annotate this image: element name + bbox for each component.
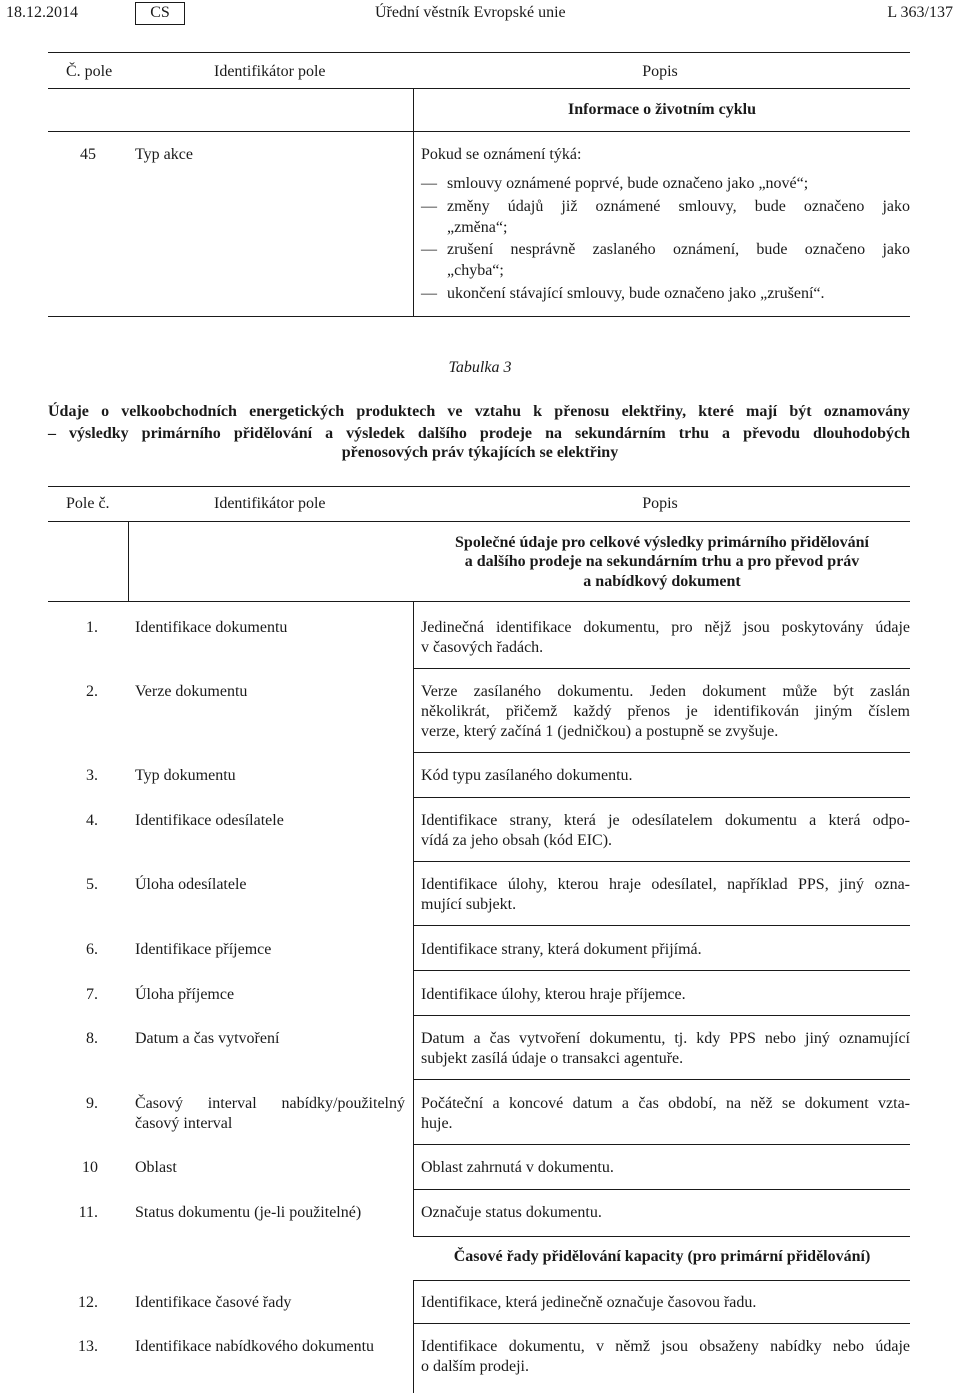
row-1-identifier: Identifikace dokumentu <box>135 619 288 636</box>
row-rule <box>413 797 910 798</box>
row-rule <box>413 1079 910 1080</box>
col-header-description: Popis <box>642 63 678 80</box>
section-rule <box>413 1280 910 1281</box>
section-rule <box>48 601 910 602</box>
row-9-number: 9. <box>86 1095 98 1112</box>
row-45-intro: Pokud se oznámení týká: <box>421 146 582 163</box>
row-13-number: 13. <box>78 1338 98 1355</box>
row-1-description-cont: v časových řadách. <box>421 639 544 656</box>
section-heading-common-data: Společné údaje pro celkové výsledky primárního přidělování <box>455 534 869 551</box>
table-caption: Tabulka 3 <box>448 359 512 376</box>
row-rule <box>413 1015 910 1016</box>
row-6-description: Identifikace strany, která dokument přijímá. <box>421 941 702 958</box>
column-divider <box>413 88 414 316</box>
row-12-number: 12. <box>78 1294 98 1311</box>
row-13-description-cont: o dalším prodeji. <box>421 1358 529 1375</box>
publication-date: 18.12.2014 <box>6 4 78 21</box>
row-9-identifier-cont: časový interval <box>135 1115 233 1132</box>
col-header-field-id: Identifikátor pole <box>214 63 326 80</box>
row-rule <box>413 925 910 926</box>
row-10-number: 10 <box>82 1159 98 1176</box>
page-number: L 363/137 <box>887 4 953 21</box>
row-12-identifier: Identifikace časové řady <box>135 1294 292 1311</box>
row-7-identifier: Úloha příjemce <box>135 986 235 1003</box>
table-bottom-rule <box>48 316 910 317</box>
table3-top-rule <box>48 486 910 487</box>
table-title-line-1: Údaje o velkoobchodních energetických produktech ve vztahu k přenosu elektřiny, které mají být oznamovány <box>48 403 910 420</box>
table-title-line-3: přenosových práv týkajících se elektřiny <box>341 444 619 461</box>
row-13-identifier: Identifikace nabídkového dokumentu <box>135 1338 375 1355</box>
header-rule <box>48 521 910 522</box>
row-1-description: Jedinečná identifikace dokumentu, pro nějž jsou poskytovány údaje <box>421 619 910 636</box>
list-dash: — <box>421 175 437 192</box>
row-3-identifier: Typ dokumentu <box>135 767 236 784</box>
row-2-description-cont-2: verze, který začíná 1 (jedničkou) a postupně se zvyšuje. <box>421 723 779 740</box>
row-9-identifier: Časový interval nabídky/použitelný <box>135 1095 405 1112</box>
list-item-text: smlouvy oznámené poprvé, bude označeno jako „nové“; <box>447 175 809 192</box>
header-rule <box>48 88 910 89</box>
row-rule <box>413 970 910 971</box>
row-rule <box>413 752 910 753</box>
list-item-text: zrušení nesprávně zaslaného oznámení, bude označeno jako <box>447 241 910 258</box>
row-45-number: 45 <box>80 146 96 163</box>
col-header-field-no: Č. pole <box>66 63 113 80</box>
section-rule <box>48 131 910 132</box>
row-8-identifier: Datum a čas vytvoření <box>135 1030 280 1047</box>
row-6-identifier: Identifikace příjemce <box>135 941 272 958</box>
table-top-rule <box>48 52 910 53</box>
list-dash: — <box>421 198 437 215</box>
row-2-description: Verze zasílaného dokumentu. Jeden dokument může být zaslán <box>421 683 910 700</box>
list-item-text: změny údajů již oznámené smlouvy, bude označeno jako <box>447 198 910 215</box>
section-heading-lifecycle: Informace o životním cyklu <box>568 101 756 118</box>
row-7-number: 7. <box>86 986 98 1003</box>
row-45-identifier: Typ akce <box>135 146 193 163</box>
row-3-number: 3. <box>86 767 98 784</box>
row-5-description: Identifikace úlohy, kterou hraje odesílatel, například PPS, jiný ozna- <box>421 876 910 893</box>
column-divider <box>128 521 129 601</box>
col-header-field-id: Identifikátor pole <box>214 495 326 512</box>
row-rule <box>413 1323 910 1324</box>
row-2-number: 2. <box>86 683 98 700</box>
col-header-field-no: Pole č. <box>66 495 110 512</box>
table-title-line-2: – výsledky primárního přidělování a výsledek dalšího prodeje na sekundárním trhu a převodu dlouhodobých <box>48 425 910 442</box>
list-dash: — <box>421 285 437 302</box>
list-item-text-cont: „chyba“; <box>447 262 504 279</box>
column-divider <box>413 601 414 1236</box>
row-4-identifier: Identifikace odesílatele <box>135 812 284 829</box>
row-9-description: Počáteční a koncové datum a čas období, na něž se dokument vzta- <box>421 1095 910 1112</box>
list-dash: — <box>421 241 437 258</box>
row-12-description: Identifikace, která jedinečně označuje časovou řadu. <box>421 1294 757 1311</box>
col-header-description: Popis <box>642 495 678 512</box>
row-7-description: Identifikace úlohy, kterou hraje příjemce. <box>421 986 686 1003</box>
row-11-identifier: Status dokumentu (je-li použitelné) <box>135 1204 362 1221</box>
row-4-description-cont: vídá za jeho obsah (kód EIC). <box>421 832 613 849</box>
row-8-description: Datum a čas vytvoření dokumentu, tj. kdy PPS nebo jiný oznamující <box>421 1030 910 1047</box>
row-10-description: Oblast zahrnutá v dokumentu. <box>421 1159 614 1176</box>
row-11-number: 11. <box>78 1204 98 1221</box>
row-13-description: Identifikace dokumentu, v němž jsou obsaženy nabídky nebo údaje <box>421 1338 910 1355</box>
column-divider <box>413 1280 414 1393</box>
language-code: CS <box>150 4 170 21</box>
section-heading-time-series: Časové řady přidělování kapacity (pro primární přidělování) <box>453 1248 871 1265</box>
row-rule <box>413 1236 910 1237</box>
row-4-number: 4. <box>86 812 98 829</box>
row-5-number: 5. <box>86 876 98 893</box>
row-11-description: Označuje status dokumentu. <box>421 1204 602 1221</box>
row-5-identifier: Úloha odesílatele <box>135 876 247 893</box>
row-rule <box>413 1144 910 1145</box>
row-8-description-cont: subjekt zasílá údaje o transakci agentuře. <box>421 1050 684 1067</box>
row-6-number: 6. <box>86 941 98 958</box>
row-rule <box>413 1189 910 1190</box>
row-rule <box>413 861 910 862</box>
row-2-description-cont: několikrát, přičemž každý přenos je identifikován jiným číslem <box>421 703 910 720</box>
section-heading-common-data-3: a nabídkový dokument <box>583 573 741 590</box>
list-item-text: ukončení stávající smlouvy, bude označeno jako „zrušení“. <box>447 285 825 302</box>
row-rule <box>413 668 910 669</box>
row-1-number: 1. <box>86 619 98 636</box>
row-10-identifier: Oblast <box>135 1159 177 1176</box>
list-item-text-cont: „změna“; <box>447 219 508 236</box>
section-heading-common-data-2: a dalšího prodeje na sekundárním trhu a pro převod práv <box>464 553 860 570</box>
row-4-description: Identifikace strany, která je odesílatelem dokumentu a která odpo- <box>421 812 910 829</box>
row-5-description-cont: mující subjekt. <box>421 896 517 913</box>
journal-title: Úřední věstník Evropské unie <box>375 4 566 21</box>
row-2-identifier: Verze dokumentu <box>135 683 248 700</box>
row-8-number: 8. <box>86 1030 98 1047</box>
row-9-description-cont: huje. <box>421 1115 453 1132</box>
row-3-description: Kód typu zasílaného dokumentu. <box>421 767 633 784</box>
